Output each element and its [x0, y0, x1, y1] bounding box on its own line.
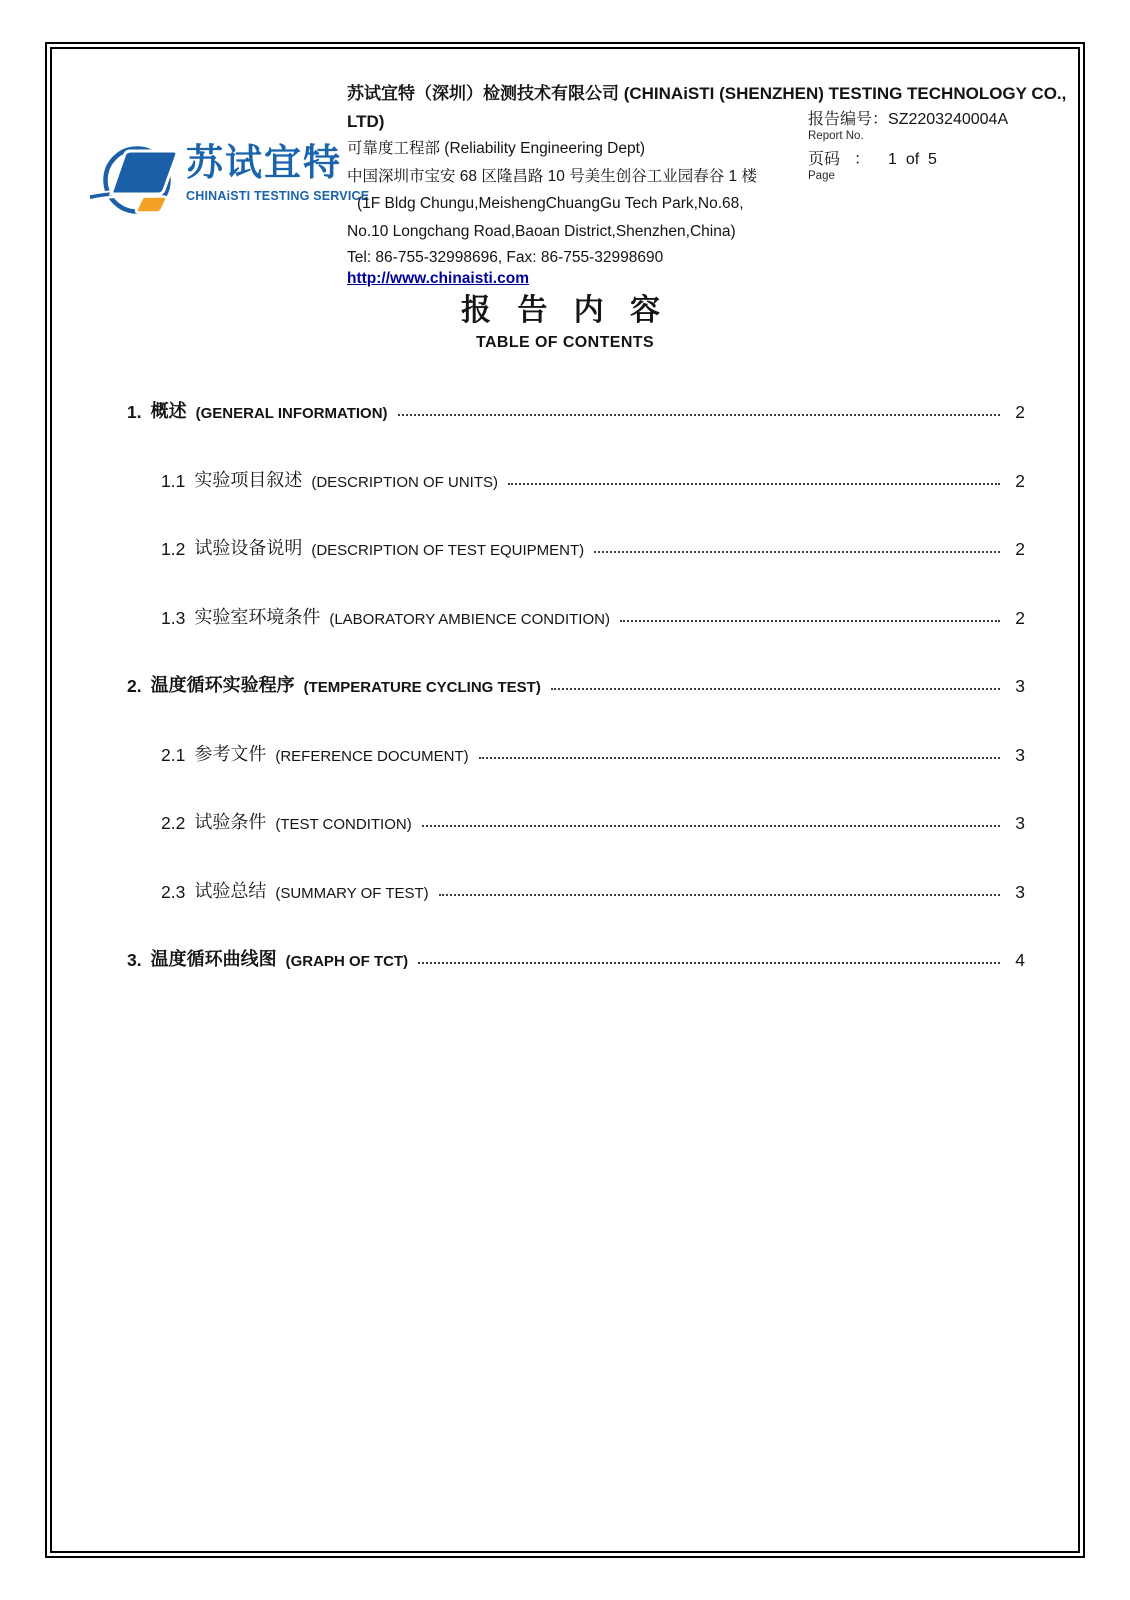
toc-dot-leader [594, 551, 1000, 553]
report-no-label-zh: 报告编号： [808, 111, 889, 128]
toc-entry-number: 2.1 [161, 744, 186, 765]
toc-dot-leader [422, 825, 1000, 827]
toc-entry[interactable] [127, 466, 1025, 492]
page-colon: ： [854, 151, 871, 168]
toc-dot-leader [439, 894, 1000, 896]
toc-dot-leader [398, 414, 1000, 416]
toc-entry-page: 2 [1015, 470, 1025, 491]
toc-entry-page: 2 [1015, 607, 1025, 628]
toc-entry-title-en: (TEMPERATURE CYCLING TEST) [303, 679, 541, 696]
report-info-block [808, 106, 1038, 183]
toc-entry[interactable] [127, 534, 1025, 560]
toc-entry-title-en: (LABORATORY AMBIENCE CONDITION) [329, 610, 610, 628]
department-line: 可靠度工程部 (Reliability Engineering Dept) [347, 140, 646, 157]
toc-entry-title-zh: 温度循环曲线图 [150, 949, 277, 969]
toc-entry-page: 3 [1015, 881, 1025, 902]
toc-entry-number: 2. [127, 676, 142, 696]
website-line [347, 268, 1047, 289]
logo-mark-icon [90, 140, 178, 220]
toc-entry-title-zh: 试验设备说明 [194, 538, 303, 558]
toc-dot-leader [551, 688, 1000, 690]
toc-list [127, 397, 1025, 1014]
address-en-line2: No.10 Longchang Road,Baoan District,Shenzhen,China) [347, 222, 736, 240]
toc-dot-leader [508, 483, 1000, 485]
document-title-zh: 报 告 内 容 [460, 294, 669, 327]
toc-entry-title-zh: 参考文件 [194, 743, 267, 764]
toc-entry-number: 3. [127, 950, 142, 970]
report-no-label-en: Report No. [808, 130, 864, 142]
toc-entry-number: 1.2 [161, 539, 186, 559]
report-no-row [808, 106, 1038, 129]
toc-entry-title-en: (SUMMARY OF TEST) [275, 884, 429, 902]
tel-fax-line: Tel: 86-755-32998696, Fax: 86-755-32998690 [347, 249, 664, 266]
page-no-row [808, 146, 1038, 169]
website-link[interactable]: http://www.chinaisti.com [347, 270, 529, 287]
logo-company-name: 苏试宜特 [186, 142, 342, 183]
company-name-line1: 苏试宜特（深圳）检测技术有限公司 (CHINAiSTI (SHENZHEN) TESTING TECHNOLOGY CO., [347, 84, 1067, 103]
toc-entry-title-zh: 实验项目叙述 [194, 469, 303, 490]
toc-entry[interactable] [127, 808, 1025, 834]
toc-entry-title-zh: 实验室环境条件 [194, 606, 321, 627]
toc-dot-leader [620, 620, 1000, 622]
toc-dot-leader [479, 757, 1000, 759]
toc-entry-title-en: (DESCRIPTION OF UNITS) [311, 473, 498, 491]
toc-entry-page: 3 [1015, 744, 1025, 765]
document-title-en: TABLE OF CONTENTS [475, 334, 655, 351]
toc-entry-title-en: (DESCRIPTION OF TEST EQUIPMENT) [311, 542, 585, 559]
report-no-value: SZ2203240004A [888, 111, 1009, 128]
toc-entry[interactable] [127, 603, 1025, 629]
logo-text [186, 140, 369, 203]
page-value: 1 of 5 [888, 151, 937, 168]
toc-entry-page: 4 [1015, 950, 1025, 970]
toc-entry-number: 1.3 [161, 607, 186, 628]
page-label-en: Page [808, 170, 835, 182]
toc-entry-number: 2.2 [161, 813, 186, 833]
toc-entry-number: 1.1 [161, 470, 186, 491]
toc-entry-title-en: (GRAPH OF TCT) [285, 953, 409, 970]
logo-tagline: CHINAiSTI TESTING SERVICE [186, 189, 370, 203]
toc-entry-page: 3 [1015, 676, 1025, 696]
company-name-line2: LTD) [347, 111, 385, 131]
toc-entry-title-en: (TEST CONDITION) [275, 816, 412, 833]
toc-entry[interactable] [127, 945, 1025, 971]
toc-entry-number: 2.3 [161, 881, 186, 902]
toc-entry-number: 1. [127, 402, 142, 422]
toc-entry[interactable] [127, 671, 1025, 697]
toc-entry-page: 2 [1015, 539, 1025, 559]
address-zh-line: 中国深圳市宝安 68 区隆昌路 10 号美生创谷工业园春谷 1 楼 [347, 167, 757, 185]
toc-entry-title-en: (GENERAL INFORMATION) [195, 405, 388, 422]
page-label-zh: 页码 [808, 151, 841, 168]
toc-entry-page: 3 [1015, 813, 1025, 833]
toc-entry-page: 2 [1015, 402, 1025, 422]
document-title-block [0, 290, 1130, 352]
toc-entry-title-zh: 概述 [150, 401, 187, 421]
toc-entry[interactable] [127, 740, 1025, 766]
address-en-line1: (1F Bldg Chungu,MeishengChuangGu Tech Park,No.68, [357, 195, 744, 212]
toc-entry[interactable] [127, 397, 1025, 423]
toc-dot-leader [418, 962, 1000, 964]
toc-entry[interactable] [127, 877, 1025, 903]
toc-entry-title-zh: 试验条件 [194, 812, 267, 832]
toc-entry-title-en: (REFERENCE DOCUMENT) [275, 747, 469, 765]
toc-entry-title-zh: 温度循环实验程序 [150, 675, 295, 695]
toc-entry-title-zh: 试验总结 [194, 880, 267, 901]
company-logo [90, 140, 369, 220]
